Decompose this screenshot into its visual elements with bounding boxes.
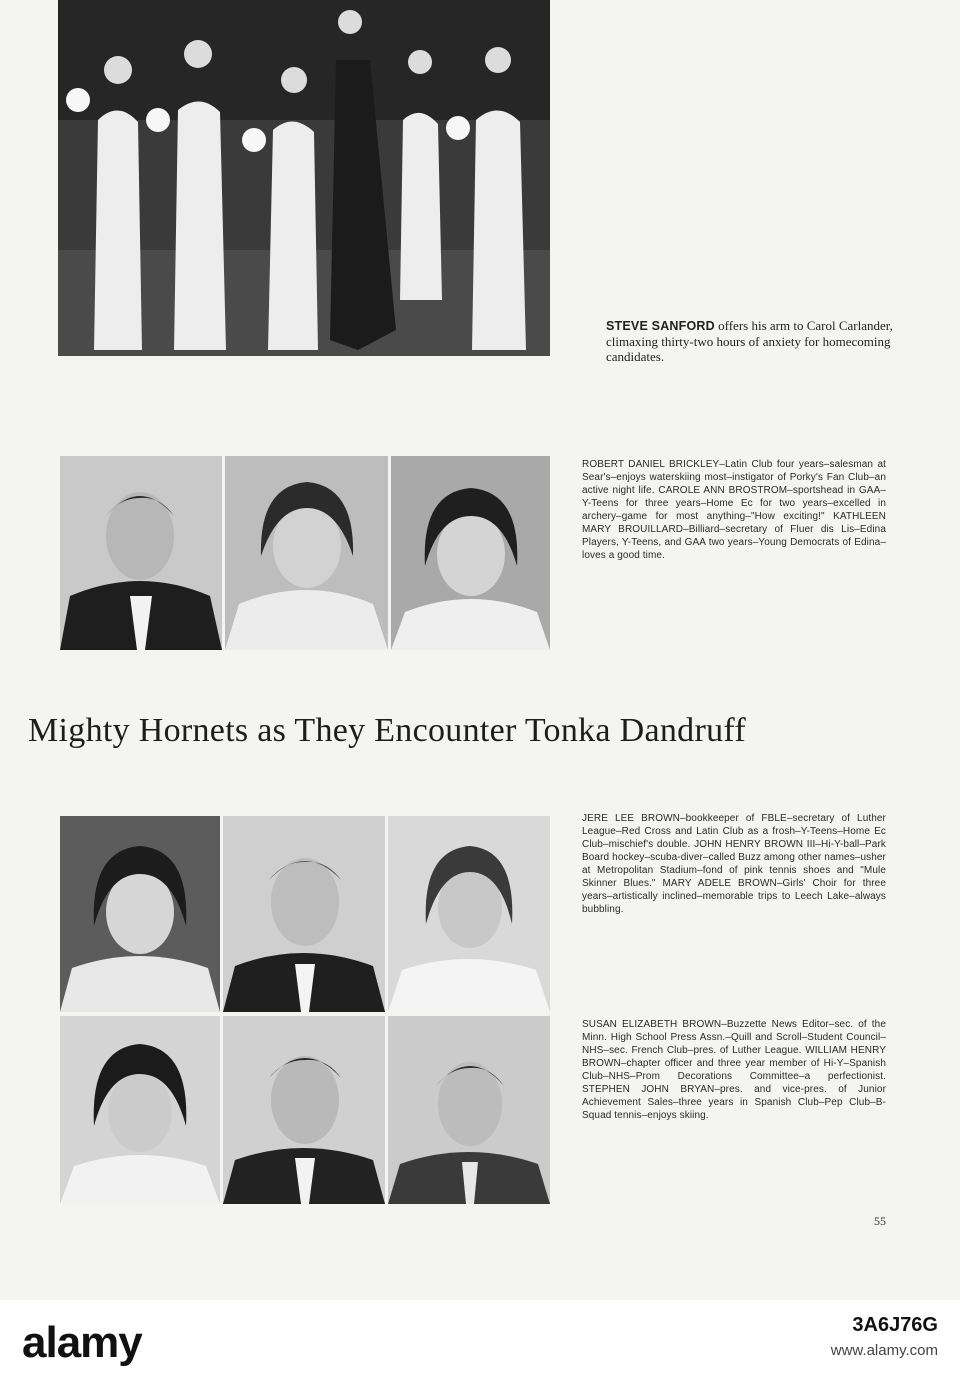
photo-caption	[606, 318, 896, 364]
portrait-brostrom	[225, 456, 388, 650]
alamy-logo: alamy	[22, 1318, 142, 1367]
portrait-susan-brown	[60, 1016, 220, 1204]
bio-section-2: JERE LEE BROWN–bookkeeper of FBLE–secretary of Luther League–Red Cross and Latin Club as a frosh–Y-Teens–Home Ec Club–mischief's double. JOHN HENRY BROWN III–Hi-Y-ball–Park Board hockey–scuba-diver–called Buzz among other names–usher at Metropolitan Stadium–fond of pink tennis shoes and "Mule Skinner Blues." MARY ADELE BROWN–Girls' Choir for three years–artistically inclined–memorable trips to Leech Lake–always bubbling.	[582, 813, 886, 915]
portrait-jere-brown	[60, 816, 220, 1012]
page-headline: Mighty Hornets as They Encounter Tonka Dandruff	[28, 712, 747, 749]
watermark-url: www.alamy.com	[830, 1342, 938, 1359]
watermark-info	[831, 1312, 938, 1364]
caption-name: STEVE SANFORD	[606, 319, 715, 333]
homecoming-photo	[58, 0, 550, 356]
portrait-brickley	[60, 456, 222, 650]
page-number: 55	[874, 1214, 886, 1228]
portrait-mary-brown	[388, 816, 550, 1012]
portrait-william-brown	[223, 1016, 385, 1204]
portrait-john-brown	[223, 816, 385, 1012]
portrait-stephen-bryan	[388, 1016, 550, 1204]
caption-text: offers his arm to Carol Carlander, climaxing thirty-two hours of anxiety for homecoming candidates.	[606, 318, 893, 364]
image-id: 3A6J76G	[852, 1314, 938, 1336]
portrait-brouillard	[391, 456, 550, 650]
bio-section-3: SUSAN ELIZABETH BROWN–Buzzette News Editor–sec. of the Minn. High School Press Assn.–Quill and Scroll–Student Council–NHS–sec. French Club–pres. of Luther League. WILLIAM HENRY BROWN–chapter officer and three year member of Hi-Y–Spanish Club–NHS–Prom Decorations Committee–a perfectionist. STEPHEN JOHN BRYAN–pres. and vice-pres. of Junior Achievement Sales–three years in Spanish Club–Pep Club–B-Squad tennis–enjoys skiing.	[582, 1019, 886, 1121]
bio-section-1: ROBERT DANIEL BRICKLEY–Latin Club four years–salesman at Sear's–enjoys waterskiing most–instigator of Porky's Fan Club–an active night life. CAROLE ANN BROSTROM–sportshead in GAA–Y-Teens for three years–Home Ec for two years–excelled in archery–game for most anything–"How exciting!" KATHLEEN MARY BROUILLARD–Billiard–secretary of Fluer dis Lis–Edina Players, Y-Teens, and GAA two years–Young Democrats of Edina–loves a good time.	[582, 459, 886, 561]
watermark-banner	[0, 1300, 960, 1390]
